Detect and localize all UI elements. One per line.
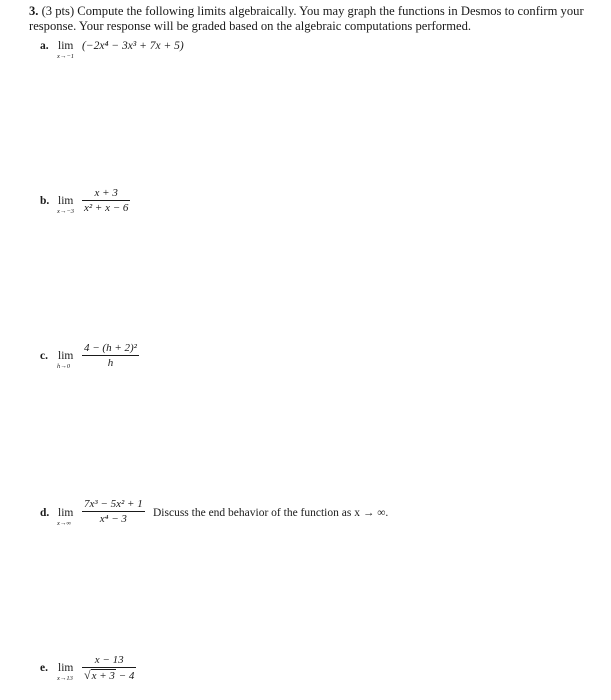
part-a-label: a. xyxy=(40,40,49,52)
part-a-expression: (−2x⁴ − 3x³ + 7x + 5) xyxy=(82,40,184,52)
part-a-lim: lim xyxy=(58,40,74,52)
part-c-fraction xyxy=(82,341,139,370)
part-d-lim: lim xyxy=(58,507,74,519)
part-d-denominator: x⁴ − 3 xyxy=(99,513,127,525)
part-e xyxy=(40,653,240,687)
part-e-lim: lim xyxy=(58,662,74,674)
part-b-fraction xyxy=(82,186,130,215)
part-c-numerator: 4 − (h + 2)² xyxy=(84,342,137,354)
part-d-instruction: Discuss the end behavior of the function as x → ∞. xyxy=(153,507,389,519)
part-e-numerator: x − 13 xyxy=(82,653,136,668)
question-instructions: (3 pts) Compute the following limits algebraically. You may graph the functions in Desmos to confirm your response. Your response will be graded based on the algebraic computations performed. xyxy=(29,4,584,33)
part-c-lim: lim xyxy=(58,350,74,362)
question-number: 3. xyxy=(29,4,39,18)
part-b-denominator: x² + x − 6 xyxy=(84,202,129,214)
part-d-numerator: 7x³ − 5x² + 1 xyxy=(84,498,143,510)
question-prompt xyxy=(29,4,599,34)
part-b-numerator: x + 3 xyxy=(82,186,130,201)
part-e-denominator-rest: − 4 xyxy=(115,670,135,682)
part-b xyxy=(40,186,240,218)
part-c-label: c. xyxy=(40,350,48,362)
part-d-approach: x→∞ xyxy=(57,520,72,527)
part-c-denominator: h xyxy=(107,357,114,369)
part-c-approach: h→0 xyxy=(57,363,70,370)
part-a xyxy=(40,40,340,64)
part-c xyxy=(40,341,240,373)
part-a-approach: x→−1 xyxy=(57,53,75,60)
part-b-label: b. xyxy=(40,195,50,207)
part-d xyxy=(40,497,460,529)
part-b-approach: x→−3 xyxy=(57,208,75,215)
part-e-radicand: x + 3 xyxy=(91,670,115,682)
part-b-lim: lim xyxy=(58,195,74,207)
part-e-fraction xyxy=(82,653,136,683)
part-e-denominator xyxy=(82,668,136,683)
part-e-approach: x→13 xyxy=(57,675,73,682)
part-d-fraction xyxy=(82,497,145,526)
part-e-radical xyxy=(84,668,116,683)
part-d-label: d. xyxy=(40,507,50,519)
part-e-label: e. xyxy=(40,662,48,674)
square-root-symbol: √ xyxy=(84,668,91,682)
